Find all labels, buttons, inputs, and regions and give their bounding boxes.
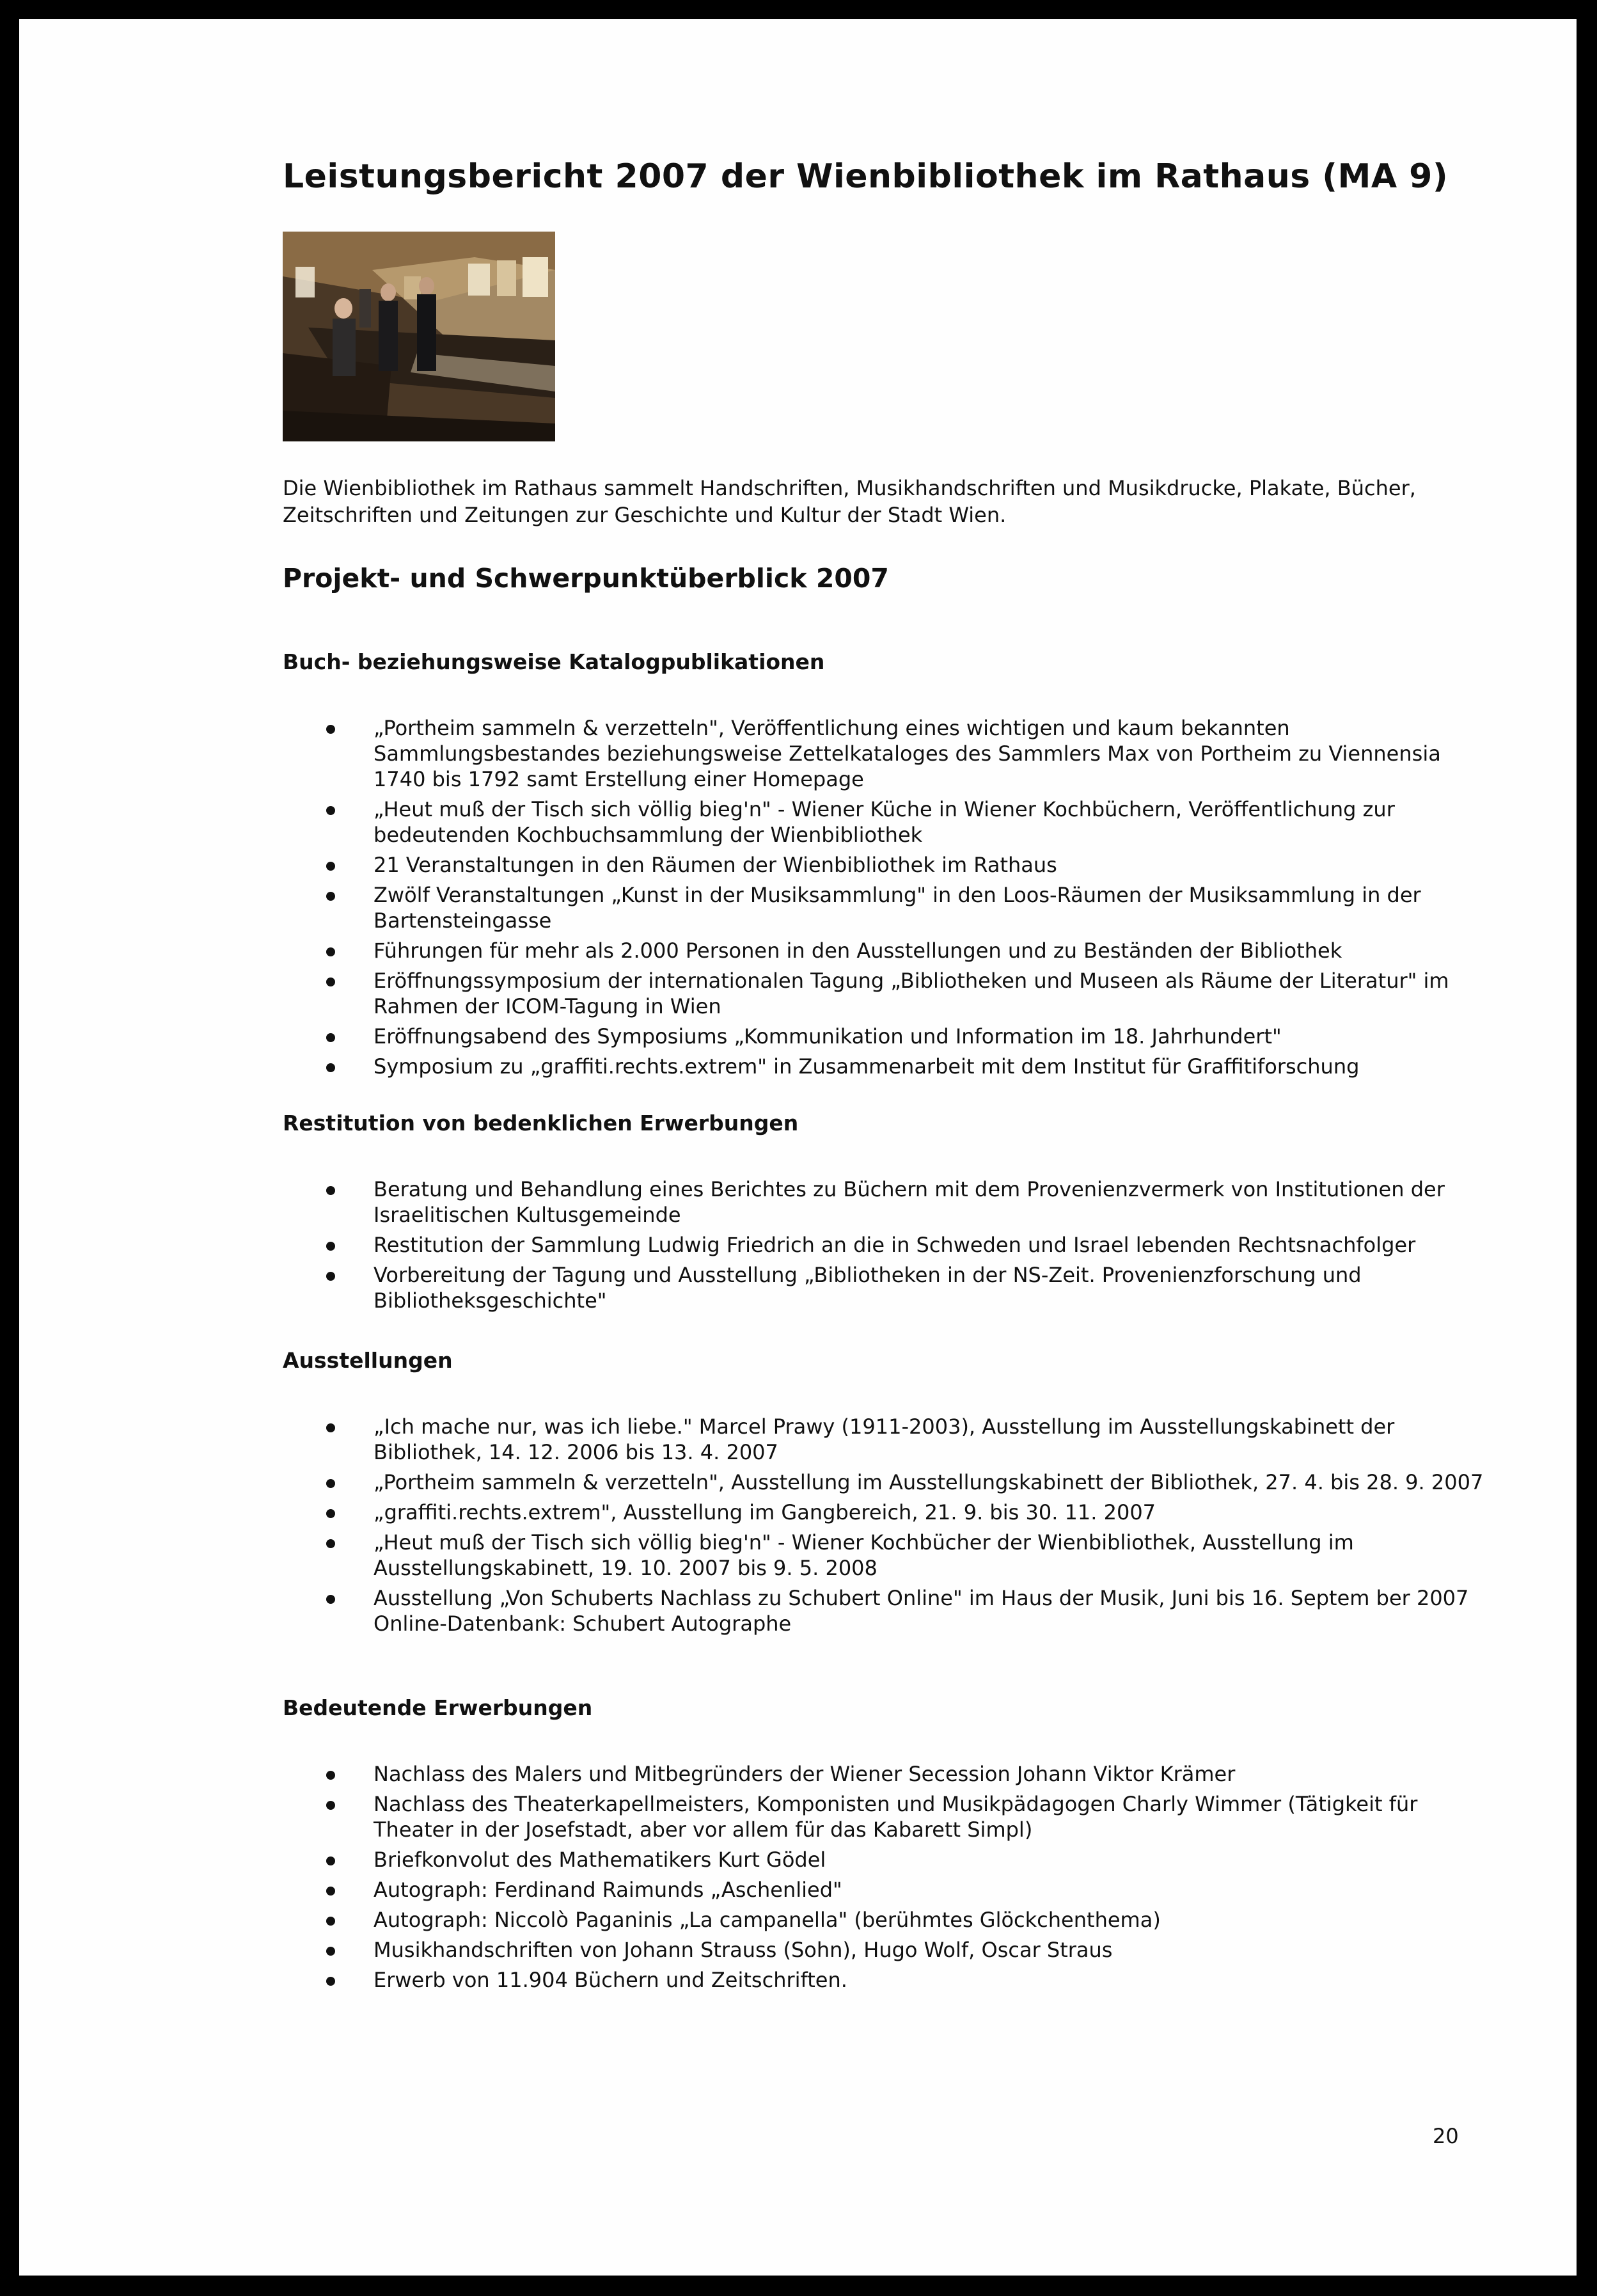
list-item xyxy=(283,968,1485,1019)
list-item xyxy=(283,1877,1485,1903)
list-item-text: Autograph: Ferdinand Raimunds „Aschenlied" xyxy=(374,1878,842,1902)
bullet-icon xyxy=(326,1857,335,1865)
bullet-icon xyxy=(326,1033,335,1042)
bullet-icon xyxy=(326,978,335,986)
list-item-text: Briefkonvolut des Mathematikers Kurt Gödel xyxy=(374,1848,826,1872)
bullet-icon xyxy=(326,1917,335,1926)
list-item-text: Führungen für mehr als 2.000 Personen in den Ausstellungen und zu Beständen der Bibliothek xyxy=(374,938,1342,963)
section-heading-restitution: Restitution von bedenklichen Erwerbungen xyxy=(283,1111,799,1136)
list-item xyxy=(283,1414,1485,1465)
list-item xyxy=(283,1791,1485,1842)
list-item xyxy=(283,1054,1485,1079)
list-item-text: Musikhandschriften von Johann Strauss (Sohn), Hugo Wolf, Oscar Straus xyxy=(374,1938,1113,1962)
list-item xyxy=(283,1761,1485,1787)
list-item-text: Eröffnungsabend des Symposiums „Kommunikation und Information im 18. Jahrhundert" xyxy=(374,1024,1282,1049)
bullet-icon xyxy=(326,947,335,956)
page-number: 20 xyxy=(1433,2124,1459,2148)
section-heading-publications: Buch- beziehungsweise Katalogpublikationen xyxy=(283,649,825,674)
list-item-text: Eröffnungssymposium der internationalen Tagung „Bibliotheken und Museen als Räume der Literatur" im Rahmen der ICOM-Tagung in Wien xyxy=(374,969,1449,1018)
list-item-text: „Heut muß der Tisch sich völlig bieg'n" - Wiener Küche in Wiener Kochbüchern, Veröffentlichung zur bedeutenden Kochbuchsammlung der Wienbibliothek xyxy=(374,797,1395,847)
list-item-text: „Portheim sammeln & verzetteln", Veröffentlichung eines wichtigen und kaum bekannten Sammlungsbestandes beziehungsweise Zettelkataloges des Sammlers Max von Portheim zu Viennensia 1740 bis 1792 samt Erstellung einer Homepage xyxy=(374,716,1441,791)
bullet-icon xyxy=(326,892,335,901)
page-title: Leistungsbericht 2007 der Wienbibliothek im Rathaus (MA 9) xyxy=(283,157,1449,196)
list-item xyxy=(283,1907,1485,1933)
bullet-icon xyxy=(326,1595,335,1604)
acquisitions-list xyxy=(283,1761,1485,1997)
list-item-text: „Heut muß der Tisch sich völlig bieg'n" - Wiener Kochbücher der Wienbibliothek, Ausstellung im Ausstellungskabinett, 19. 10. 2007 bis 9. 5. 2008 xyxy=(374,1530,1354,1580)
list-item xyxy=(283,796,1485,848)
list-item-text: Autograph: Niccolò Paganinis „La campanella" (berühmtes Glöckchenthema) xyxy=(374,1908,1161,1932)
list-item xyxy=(283,1847,1485,1872)
list-item-text: „Ich mache nur, was ich liebe." Marcel Prawy (1911-2003), Ausstellung im Ausstellungskabinett der Bibliothek, 14. 12. 2006 bis 13. 4. 2007 xyxy=(374,1414,1395,1464)
list-item xyxy=(283,1585,1485,1636)
bullet-icon xyxy=(326,862,335,871)
list-item xyxy=(283,1024,1485,1049)
intro-paragraph: Die Wienbibliothek im Rathaus sammelt Handschriften, Musikhandschriften und Musikdrucke, Plakate, Bücher, Zeitschriften und Zeitungen zur Geschichte und Kultur der Stadt Wien. xyxy=(283,476,1416,527)
bullet-icon xyxy=(326,1272,335,1281)
bullet-icon xyxy=(326,1242,335,1251)
list-item-text: Erwerb von 11.904 Büchern und Zeitschriften. xyxy=(374,1968,847,1992)
bullet-icon xyxy=(326,806,335,815)
list-item xyxy=(283,1262,1485,1313)
list-item-text: Ausstellung „Von Schuberts Nachlass zu Schubert Online" im Haus der Musik, Juni bis 16. Septem ber 2007 Online-Datenbank: Schubert Autographe xyxy=(374,1586,1469,1636)
bullet-icon xyxy=(326,1479,335,1488)
exhibition-photo-illustration xyxy=(283,232,555,441)
list-item-text: Restitution der Sammlung Ludwig Friedrich an die in Schweden und Israel lebenden Rechtsnachfolger xyxy=(374,1233,1416,1257)
bullet-icon xyxy=(326,1186,335,1195)
restitution-list xyxy=(283,1176,1485,1318)
list-item xyxy=(283,1967,1485,1993)
list-item-text: Vorbereitung der Tagung und Ausstellung „Bibliotheken in der NS-Zeit. Provenienzforschung und Bibliotheksgeschichte" xyxy=(374,1263,1362,1313)
list-item xyxy=(283,715,1485,792)
bullet-icon xyxy=(326,725,335,734)
list-item-text: Beratung und Behandlung eines Berichtes zu Büchern mit dem Provenienzvermerk von Institutionen der Israelitischen Kultusgemeinde xyxy=(374,1177,1445,1227)
list-item xyxy=(283,1500,1485,1525)
bullet-icon xyxy=(326,1771,335,1780)
list-item xyxy=(283,882,1485,933)
bullet-icon xyxy=(326,1509,335,1518)
bullet-icon xyxy=(326,1063,335,1072)
list-item-text: „Portheim sammeln & verzetteln", Ausstellung im Ausstellungskabinett der Bibliothek, 27. 4. bis 28. 9. 2007 xyxy=(374,1470,1484,1494)
overview-heading: Projekt- und Schwerpunktüberblick 2007 xyxy=(283,563,889,594)
publications-list xyxy=(283,715,1485,1084)
document-page xyxy=(19,19,1577,2276)
bullet-icon xyxy=(326,1947,335,1956)
list-item-text: 21 Veranstaltungen in den Räumen der Wienbibliothek im Rathaus xyxy=(374,853,1057,877)
list-item xyxy=(283,852,1485,878)
bullet-icon xyxy=(326,1423,335,1432)
bullet-icon xyxy=(326,1539,335,1548)
list-item-text: Nachlass des Theaterkapellmeisters, Komponisten und Musikpädagogen Charly Wimmer (Tätigkeit für Theater in der Josefstadt, aber vor allem für das Kabarett Simpl) xyxy=(374,1792,1418,1842)
bullet-icon xyxy=(326,1801,335,1810)
list-item-text: Nachlass des Malers und Mitbegründers der Wiener Secession Johann Viktor Krämer xyxy=(374,1762,1236,1786)
list-item xyxy=(283,1469,1485,1495)
list-item-text: „graffiti.rechts.extrem", Ausstellung im Gangbereich, 21. 9. bis 30. 11. 2007 xyxy=(374,1500,1156,1524)
list-item xyxy=(283,1176,1485,1228)
section-heading-exhibitions: Ausstellungen xyxy=(283,1348,453,1373)
list-item xyxy=(283,1232,1485,1258)
list-item-text: Zwölf Veranstaltungen „Kunst in der Musiksammlung" in den Loos-Räumen der Musiksammlung in der Bartensteingasse xyxy=(374,883,1421,933)
list-item xyxy=(283,1530,1485,1581)
list-item xyxy=(283,1937,1485,1963)
bullet-icon xyxy=(326,1887,335,1896)
section-heading-acquisitions: Bedeutende Erwerbungen xyxy=(283,1695,593,1720)
exhibition-photo xyxy=(283,232,555,441)
exhibitions-list xyxy=(283,1414,1485,1641)
list-item-text: Symposium zu „graffiti.rechts.extrem" in Zusammenarbeit mit dem Institut für Graffitiforschung xyxy=(374,1054,1360,1079)
list-item xyxy=(283,938,1485,963)
bullet-icon xyxy=(326,1977,335,1986)
